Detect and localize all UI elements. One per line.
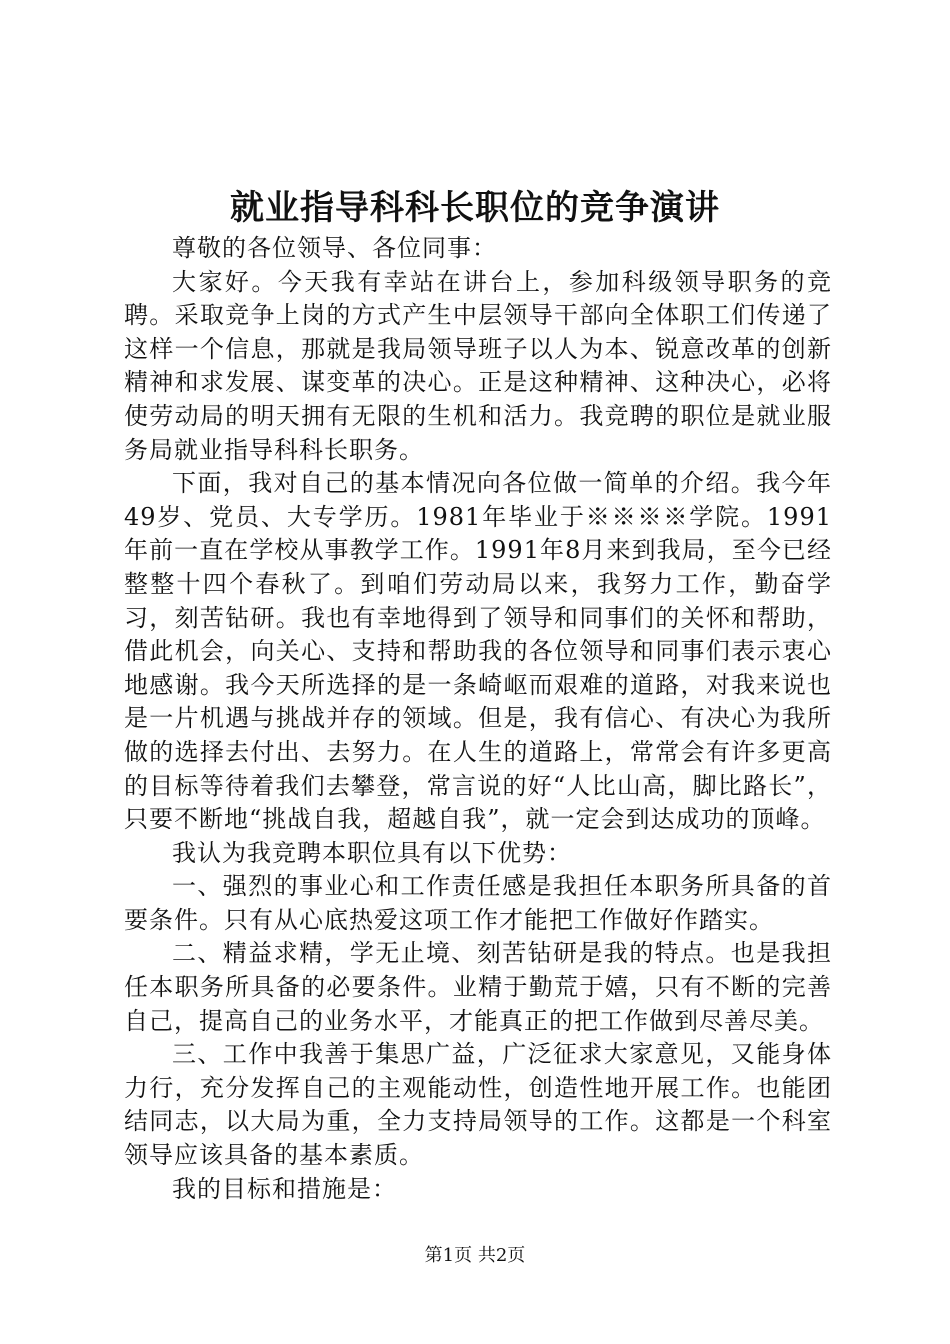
- advantage-three-paragraph: 三、工作中我善于集思广益，广泛征求大家意见，又能身体力行，充分发挥自己的主观能动性，创造性地开展工作。也能团结同志，以大局为重，全力支持局领导的工作。这都是一个科室领导应该具备的基本素质。: [124, 1040, 832, 1170]
- intro-paragraph: 大家好。今天我有幸站在讲台上，参加科级领导职务的竞聘。采取竞争上岗的方式产生中层领导干部向全体职工们传递了这样一个信息，那就是我局领导班子以人为本、锐意改革的创新精神和求发展、谋变革的决心。正是这种精神、这种决心，必将使劳动局的明天拥有无限的生机和活力。我竞聘的职位是就业服务局就业指导科科长职务。: [124, 267, 832, 464]
- page-footer: 第1页 共2页: [424, 1245, 526, 1266]
- salutation-paragraph: 尊敬的各位领导、各位同事：: [172, 234, 497, 262]
- advantage-one-paragraph: 一、强烈的事业心和工作责任感是我担任本职务所具备的首要条件。只有从心底热爱这项工作才能把工作做好作踏实。: [124, 872, 832, 934]
- document-body: [124, 232, 832, 1206]
- document-title: 就业指导科科长职位的竞争演讲: [230, 188, 720, 228]
- background-paragraph: 下面，我对自己的基本情况向各位做一简单的介绍。我今年49岁、党员、大专学历。1981年毕业于※※※※学院。1991年前一直在学校从事教学工作。1991年8月来到我局，至今已经整整十四个春秋了。到咱们劳动局以来，我努力工作，勤奋学习，刻苦钻研。我也有幸地得到了领导和同事们的关怀和帮助，借此机会，向关心、支持和帮助我的各位领导和同事们表示衷心地感谢。我今天所选择的是一条崎岖而艰难的道路，对我来说也是一片机遇与挑战并存的领域。但是，我有信心、有决心为我所做的选择去付出、去努力。在人生的道路上，常常会有许多更高的目标等待着我们去攀登，常言说的好“人比山高，脚比路长”，只要不断地“挑战自我，超越自我”，就一定会到达成功的顶峰。: [124, 469, 832, 834]
- advantage-two-paragraph: 二、精益求精，学无止境、刻苦钻研是我的特点。也是我担任本职务所具备的必要条件。业精于勤荒于嬉，只有不断的完善自己，提高自己的业务水平，才能真正的把工作做到尽善尽美。: [124, 939, 832, 1035]
- goals-heading-paragraph: 我的目标和措施是：: [172, 1174, 397, 1203]
- advantages-heading-paragraph: 我认为我竞聘本职位具有以下优势：: [172, 838, 572, 867]
